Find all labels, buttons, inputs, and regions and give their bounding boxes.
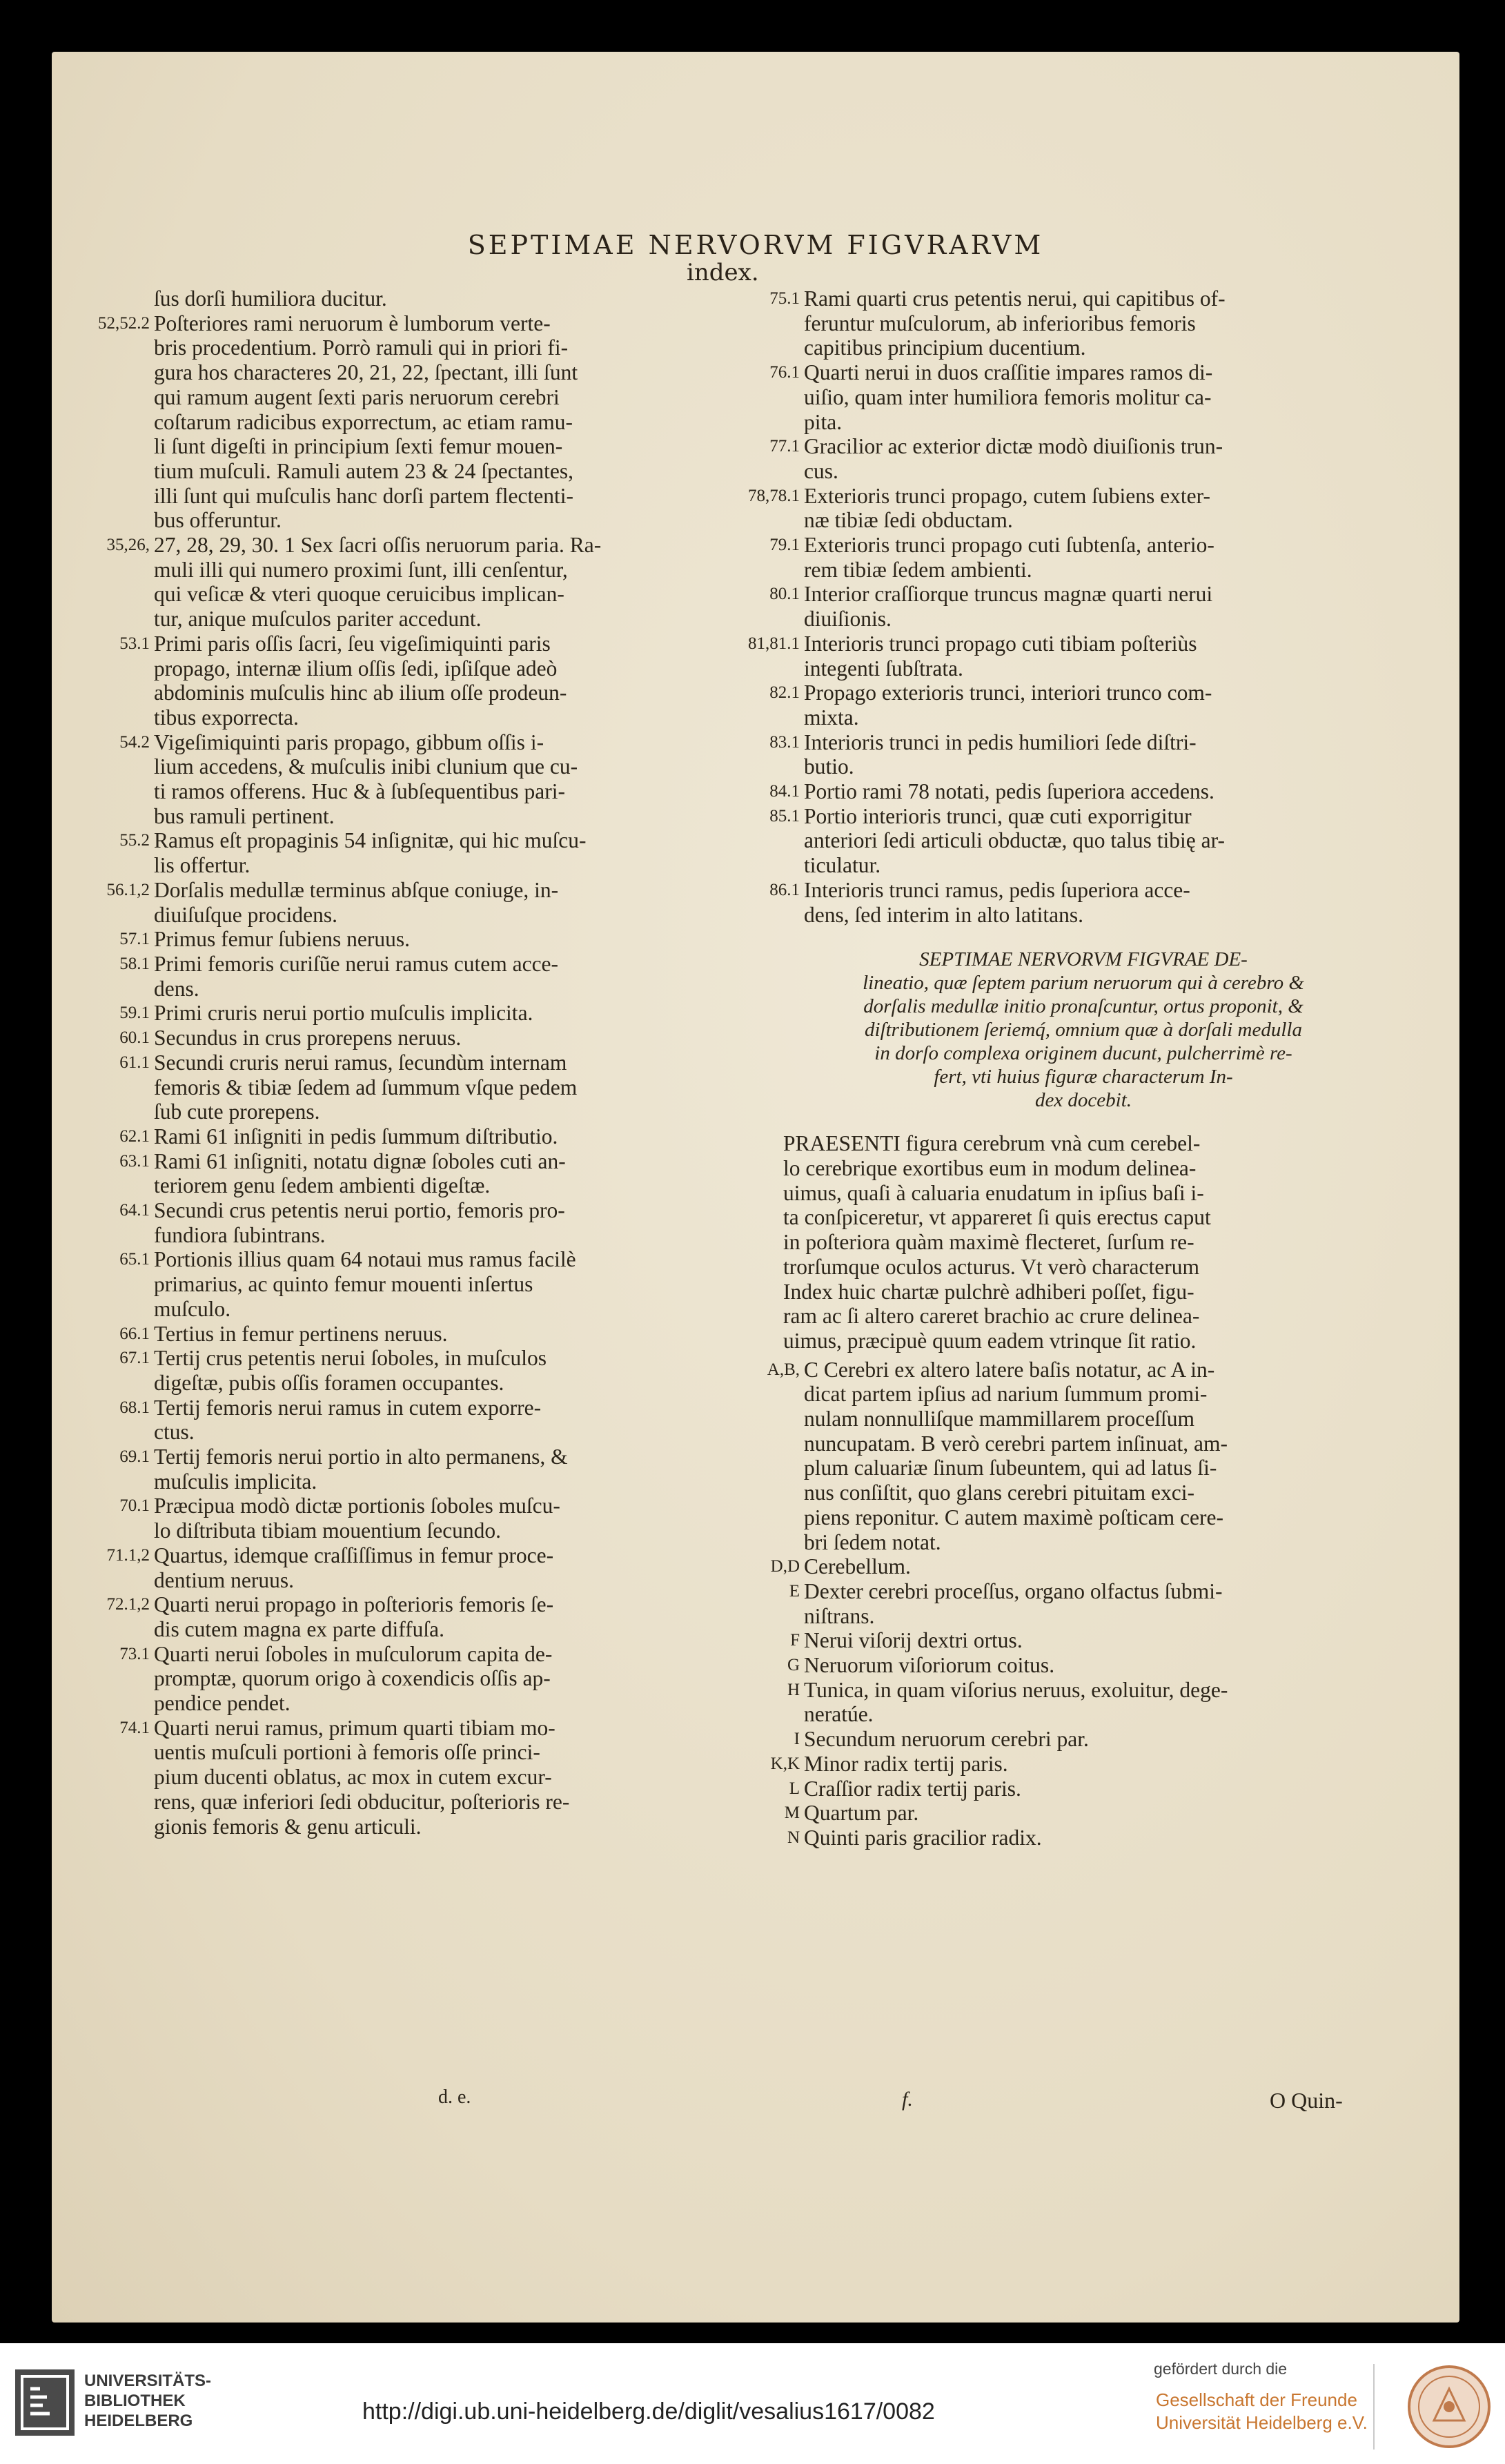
left-index-entry bbox=[79, 828, 735, 877]
sponsor-label: gefördert durch die bbox=[1154, 2360, 1288, 2378]
left-column bbox=[79, 286, 735, 1839]
entry-text: Tertij crus petentis nerui ſoboles, in muſculos digeſtæ, pubis oſſis foramen occupantes. bbox=[154, 1346, 547, 1395]
entry-number: 59.1 bbox=[119, 1004, 150, 1023]
entry-number: 52,52.2 bbox=[98, 313, 150, 333]
entry-number: 75.1 bbox=[769, 289, 800, 308]
letter-index-entry bbox=[742, 1801, 1404, 1826]
entry-number: N bbox=[787, 1828, 800, 1847]
entry-number: 72.1,2 bbox=[106, 1595, 150, 1614]
entry-text: Dexter cerebri proceſſus, organo olfactus ſubmi- niſtrans. bbox=[804, 1578, 1223, 1628]
left-index-entry bbox=[79, 1716, 735, 1839]
entry-text: Cerebellum. bbox=[804, 1554, 911, 1579]
left-index-entry bbox=[79, 533, 735, 632]
entry-text: Primi cruris nerui portio muſculis implicita. bbox=[154, 1001, 533, 1026]
entry-number: 53.1 bbox=[119, 634, 150, 653]
left-index-entry bbox=[79, 952, 735, 1001]
page-scan bbox=[52, 52, 1459, 2323]
entry-number: G bbox=[787, 1656, 800, 1675]
entry-number: 57.1 bbox=[119, 930, 150, 949]
entry-text: Quinti paris gracilior radix. bbox=[804, 1825, 1042, 1850]
entry-number: 81,81.1 bbox=[748, 634, 800, 653]
entry-text: Portionis illius quam 64 notaui mus ramus facilè primarius, ac quinto femur mouenti inſertus muſculo. bbox=[154, 1247, 576, 1321]
entry-number: 80.1 bbox=[769, 585, 800, 604]
entry-number: 77.1 bbox=[769, 437, 800, 456]
entry-number: 78,78.1 bbox=[748, 486, 800, 505]
entry-text: Vigeſimiquinti paris propago, gibbum oſſis i- lium accedens, & muſculis inibi clunium que cu- ti ramos offerens. Huc & à ſubſequentibus pari- bus ramuli pertinent. bbox=[154, 730, 578, 828]
letter-index-entry bbox=[742, 1678, 1404, 1727]
entry-number: 58.1 bbox=[119, 954, 150, 973]
entry-number: K,K bbox=[770, 1754, 800, 1773]
entry-text: Secundum neruorum cerebri par. bbox=[804, 1727, 1089, 1752]
footer-bar bbox=[0, 2343, 1505, 2464]
letter-entries bbox=[742, 1358, 1404, 1850]
entry-text: Minor radix tertij paris. bbox=[804, 1751, 1008, 1776]
entry-text: Interioris trunci ramus, pedis ſuperiora acce- dens, ſed interim in alto latitans. bbox=[804, 877, 1190, 927]
entry-text: C Cerebri ex altero latere baſis notatur, ac A in- dicat partem ipſius ad narium ſummum promi- nulam nonnulliſque mammillarem proceſſum nuncupatam. B verò cerebri partem inſinuat, am- plum caluariæ ſinum ſubeuntem, qui ad latus ſi- nus conſiſtit, quo glans cerebri pituitam exci- piens reponitur. C autem maximè poſticam cere- bri ſedem notat. bbox=[804, 1357, 1228, 1554]
right-column bbox=[742, 286, 1404, 1850]
left-index-entry bbox=[79, 311, 735, 533]
left-index-entry bbox=[79, 1198, 735, 1247]
left-index-entry bbox=[79, 730, 735, 829]
entry-text: Poſteriores rami neruorum è lumborum verte- bris procedentium. Porrò ramuli qui in priori fi- gura hos characteres 20, 21, 22, ſpectant, illi ſunt qui ramum augent ſexti paris neruorum cerebri coſtarum radicibus exporrectum, ac etiam ramu- li ſunt digeſti in principium ſexti femur mouen- tium muſculi. Ramuli autem 23 & 24 ſpectantes, illi ſunt qui muſculis hanc dorſi partem flectenti- bus offeruntur. bbox=[154, 311, 578, 533]
entry-text: Secundi cruris nerui ramus, ſecundùm internam femoris & tibiæ ſedem ad ſummum vſque pedem ſub cute prorepens. bbox=[154, 1050, 578, 1124]
entry-number: 65.1 bbox=[119, 1250, 150, 1269]
left-index-entry bbox=[79, 927, 735, 952]
entry-number: 67.1 bbox=[119, 1349, 150, 1368]
left-index-entry bbox=[79, 1642, 735, 1716]
entry-number: 84.1 bbox=[769, 782, 800, 801]
entry-number: 55.2 bbox=[119, 831, 150, 850]
entry-number: F bbox=[790, 1631, 800, 1650]
right-index-entry bbox=[742, 484, 1404, 533]
entry-text: Ramus eſt propaginis 54 inſignitæ, qui hic muſcu- lis offertur. bbox=[154, 828, 587, 878]
left-index-entry bbox=[79, 1494, 735, 1543]
entry-number: 69.1 bbox=[119, 1447, 150, 1467]
entry-number: 85.1 bbox=[769, 806, 800, 825]
entry-number: 66.1 bbox=[119, 1324, 150, 1343]
left-index-entry bbox=[79, 1346, 735, 1395]
entry-number: A,B, bbox=[767, 1360, 800, 1379]
entry-number: 64.1 bbox=[119, 1201, 150, 1220]
entry-text: Portio interioris trunci, quæ cuti exporrigitur anteriori ſedi articuli obductæ, quo talus tibię ar- ticulatur. bbox=[804, 803, 1225, 878]
entry-number: 60.1 bbox=[119, 1028, 150, 1048]
entry-text: Nerui viſorij dextri ortus. bbox=[804, 1628, 1023, 1653]
right-index-entry bbox=[742, 681, 1404, 730]
entry-text: Exterioris trunci propago, cutem ſubiens exter- næ tibiæ ſedi obductam. bbox=[804, 483, 1210, 533]
left-index-entry bbox=[79, 1124, 735, 1149]
entry-number: H bbox=[787, 1680, 800, 1699]
entry-text: Quarti nerui ſoboles in muſculorum capita de- promptæ, quorum origo à coxendicis oſſis ap- pendice pendet. bbox=[154, 1641, 553, 1716]
entry-text: Præcipua modò dictæ portionis ſoboles muſcu- lo diſtributa tibiam mouentium ſecundo. bbox=[154, 1494, 560, 1543]
left-index-entry bbox=[79, 1543, 735, 1592]
entry-text: Gracilior ac exterior dictæ modò diuiſionis trun- cus. bbox=[804, 434, 1223, 483]
catchword: O Quin- bbox=[1270, 2088, 1343, 2113]
entry-text: Primi paris oſſis ſacri, ſeu vigeſimiquinti paris propago, internæ ilium oſſis ſedi, ipſiſque adeò abdominis muſculis hinc ab ilium oſſe prodeun- tibus exporrecta. bbox=[154, 631, 567, 730]
entry-text: Portio rami 78 notati, pedis ſuperiora accedens. bbox=[804, 779, 1214, 804]
left-index-entry bbox=[79, 1396, 735, 1445]
entry-text: Quartus, idemque craſſiſſimus in femur proce- dentium neruus. bbox=[154, 1543, 554, 1592]
right-index-entry bbox=[742, 286, 1404, 360]
entry-number: L bbox=[789, 1779, 800, 1798]
entry-number: M bbox=[784, 1803, 800, 1823]
sponsor-name: Gesellschaft der Freunde Universität Heidelberg e.V. bbox=[1156, 2389, 1368, 2433]
entry-text: Exterioris trunci propago cuti ſubtenſa, anterio- rem tibiæ ſedem ambienti. bbox=[804, 533, 1214, 582]
entry-text: Tertij femoris nerui ramus in cutem exporre- ctus. bbox=[154, 1395, 542, 1445]
entry-number: 73.1 bbox=[119, 1644, 150, 1663]
entry-number: E bbox=[789, 1581, 800, 1601]
library-name: UNIVERSITÄTS- BIBLIOTHEK HEIDELBERG bbox=[84, 2372, 212, 2430]
right-index-entry bbox=[742, 533, 1404, 582]
right-index-entry bbox=[742, 632, 1404, 681]
entry-text: Rami 61 inſigniti, notatu dignæ ſoboles cuti an- teriorem genu ſedem ambienti digeſtæ. bbox=[154, 1148, 566, 1198]
university-library-logo-icon bbox=[15, 2369, 75, 2436]
right-index-entry bbox=[742, 582, 1404, 631]
left-index-entry bbox=[79, 1149, 735, 1198]
right-index-entry bbox=[742, 779, 1404, 804]
left-index-entry bbox=[79, 1050, 735, 1124]
entry-text: Interioris trunci in pedis humiliori ſede diſtri- butio. bbox=[804, 730, 1197, 779]
right-index-entry bbox=[742, 878, 1404, 927]
entry-text: Rami quarti crus petentis nerui, qui capitibus of- feruntur muſculorum, ab inferioribus femoris capitibus principium ducentium. bbox=[804, 286, 1226, 360]
entry-number: 62.1 bbox=[119, 1126, 150, 1146]
letter-index-entry bbox=[742, 1653, 1404, 1678]
entry-text: Propago exterioris trunci, interiori trunco com- mixta. bbox=[804, 681, 1212, 730]
entry-text: Primus femur ſubiens neruus. bbox=[154, 927, 410, 952]
entry-number: 82.1 bbox=[769, 683, 800, 703]
left-index-entry bbox=[79, 1247, 735, 1321]
entry-text: Quarti nerui ramus, primum quarti tibiam mo- uentis muſculi portioni à femoris oſſe princi- pium ducenti oblatus, ac mox in cutem excur- rens, quæ inferiori ſedi obducitur, poſterioris re- gionis femoris & genu articuli. bbox=[154, 1715, 570, 1839]
entry-text: Interior craſſiorque truncus magnæ quarti nerui diuiſionis. bbox=[804, 582, 1213, 632]
right-index-entry bbox=[742, 804, 1404, 878]
entry-number: 63.1 bbox=[119, 1151, 150, 1171]
entry-text: Quartum par. bbox=[804, 1801, 919, 1826]
entry-text: Tertij femoris nerui portio in alto permanens, & muſculis implicita. bbox=[154, 1445, 568, 1494]
entry-number: 76.1 bbox=[769, 363, 800, 382]
entry-number: 74.1 bbox=[119, 1718, 150, 1737]
footer-divider bbox=[1373, 2364, 1375, 2450]
entry-text: Secundus in crus prorepens neruus. bbox=[154, 1026, 462, 1050]
left-index-entry bbox=[79, 1001, 735, 1026]
entry-number: 35,26, bbox=[106, 536, 150, 555]
right-index-entry bbox=[742, 730, 1404, 779]
left-index-entry bbox=[79, 1026, 735, 1050]
letter-index-entry bbox=[742, 1358, 1404, 1555]
section-title: SEPTIMAE NERVORVM FIGVRAE DE- lineatio, quæ ſeptem parium neruorum qui à cerebro & dorſalis medullæ initio pronaſcuntur, ortus proponit, & diſtributionem ſeriemq́, omnium quæ à dorſali medulla in dorſo complexa originem ducunt, pulcherrimè re- fert, vti huius figuræ characterum In- dex docebit. bbox=[863, 948, 1304, 1112]
letter-index-entry bbox=[742, 1727, 1404, 1752]
entry-text: Quarti nerui in duos craſſitie impares ramos di- uiſio, quam inter humiliora femoris molitur ca- pita. bbox=[804, 360, 1213, 434]
entry-number: 56.1,2 bbox=[106, 880, 150, 899]
running-subtitle: index. bbox=[687, 259, 759, 286]
entry-text: Quarti nerui propago in poſterioris femoris ſe- dis cutem magna ex parte diffuſa. bbox=[154, 1592, 554, 1641]
entry-number: 70.1 bbox=[119, 1496, 150, 1516]
letter-index-entry bbox=[742, 1579, 1404, 1628]
entry-text: Secundi crus petentis nerui portio, femoris pro- fundiora ſubintrans. bbox=[154, 1198, 565, 1247]
entry-number: 79.1 bbox=[769, 536, 800, 555]
left-index-entry bbox=[79, 1322, 735, 1347]
entry-number: I bbox=[794, 1730, 800, 1749]
signature-mark: d. e. bbox=[438, 2086, 471, 2108]
intro-paragraph: PRAESENTI figura cerebrum vnà cum cerebel- lo cerebrique exortibus eum in modum delinea- uimus, quaſi à caluaria enudatum in ipſius baſi i- ta conſpiceretur, vt appareret ſi quis erectus caput in poſteriora quàm maximè flecteret, ſurſum re- trorſumque oculos acturus. Vt verò characterum Index huic chartæ pulchrè adhiberi poſſet, figu- ram ac ſi altero careret brachio ac crure delinea- uimus, præcipuè quum eadem vtrinque ſit ratio. bbox=[783, 1131, 1211, 1353]
running-title: SEPTIMAE NERVORVM FIGVRARVM bbox=[467, 230, 1044, 260]
entry-number: 54.2 bbox=[119, 732, 150, 752]
left-index-entry bbox=[79, 286, 735, 311]
entry-text: Dorſalis medullæ terminus abſque coniuge, in- diuiſuſque procidens. bbox=[154, 877, 559, 927]
entry-number: 86.1 bbox=[769, 880, 800, 899]
entry-number: 61.1 bbox=[119, 1053, 150, 1072]
entry-text: Rami 61 inſigniti in pedis ſummum diſtributio. bbox=[154, 1124, 558, 1148]
right-entries bbox=[742, 286, 1404, 927]
entry-text: ſus dorſi humiliora ducitur. bbox=[154, 286, 387, 311]
entry-text: Tertius in femur pertinens neruus. bbox=[154, 1321, 448, 1346]
signature-mark-f: f. bbox=[902, 2088, 913, 2111]
left-index-entry bbox=[79, 878, 735, 927]
entry-number: D,D bbox=[770, 1557, 800, 1576]
letter-index-entry bbox=[742, 1752, 1404, 1777]
left-index-entry bbox=[79, 632, 735, 730]
entry-number bbox=[79, 286, 154, 311]
letter-index-entry bbox=[742, 1826, 1404, 1850]
university-seal-icon bbox=[1406, 2364, 1492, 2450]
entry-number: 68.1 bbox=[119, 1398, 150, 1417]
entry-number: 83.1 bbox=[769, 732, 800, 752]
right-index-entry bbox=[742, 360, 1404, 434]
left-index-entry bbox=[79, 1445, 735, 1494]
entry-text: Interioris trunci propago cuti tibiam poſteriùs integenti ſubſtrata. bbox=[804, 631, 1197, 681]
entry-text: 27, 28, 29, 30. 1 Sex ſacri oſſis neruorum paria. Ra- muli illi qui numero proximi ſunt, illi cenſentur, qui veſicæ & vteri quoque ceruicibus implican- tur, anique muſculos pariter accedunt. bbox=[154, 533, 602, 632]
letter-index-entry bbox=[742, 1628, 1404, 1653]
letter-index-entry bbox=[742, 1554, 1404, 1579]
letter-index-entry bbox=[742, 1777, 1404, 1801]
entry-text: Craſſior radix tertij paris. bbox=[804, 1776, 1021, 1801]
entry-number: 71.1,2 bbox=[106, 1545, 150, 1565]
entry-text: Primi femoris curiſũe nerui ramus cutem acce- dens. bbox=[154, 951, 559, 1001]
right-index-entry bbox=[742, 434, 1404, 483]
entry-text: Neruorum viſoriorum coitus. bbox=[804, 1653, 1055, 1678]
entry-text: Tunica, in quam viſorius neruus, exoluitur, dege- neratúe. bbox=[804, 1677, 1228, 1727]
permalink-url[interactable]: http://digi.ub.uni-heidelberg.de/diglit/vesalius1617/0082 bbox=[362, 2398, 935, 2425]
left-index-entry bbox=[79, 1592, 735, 1641]
